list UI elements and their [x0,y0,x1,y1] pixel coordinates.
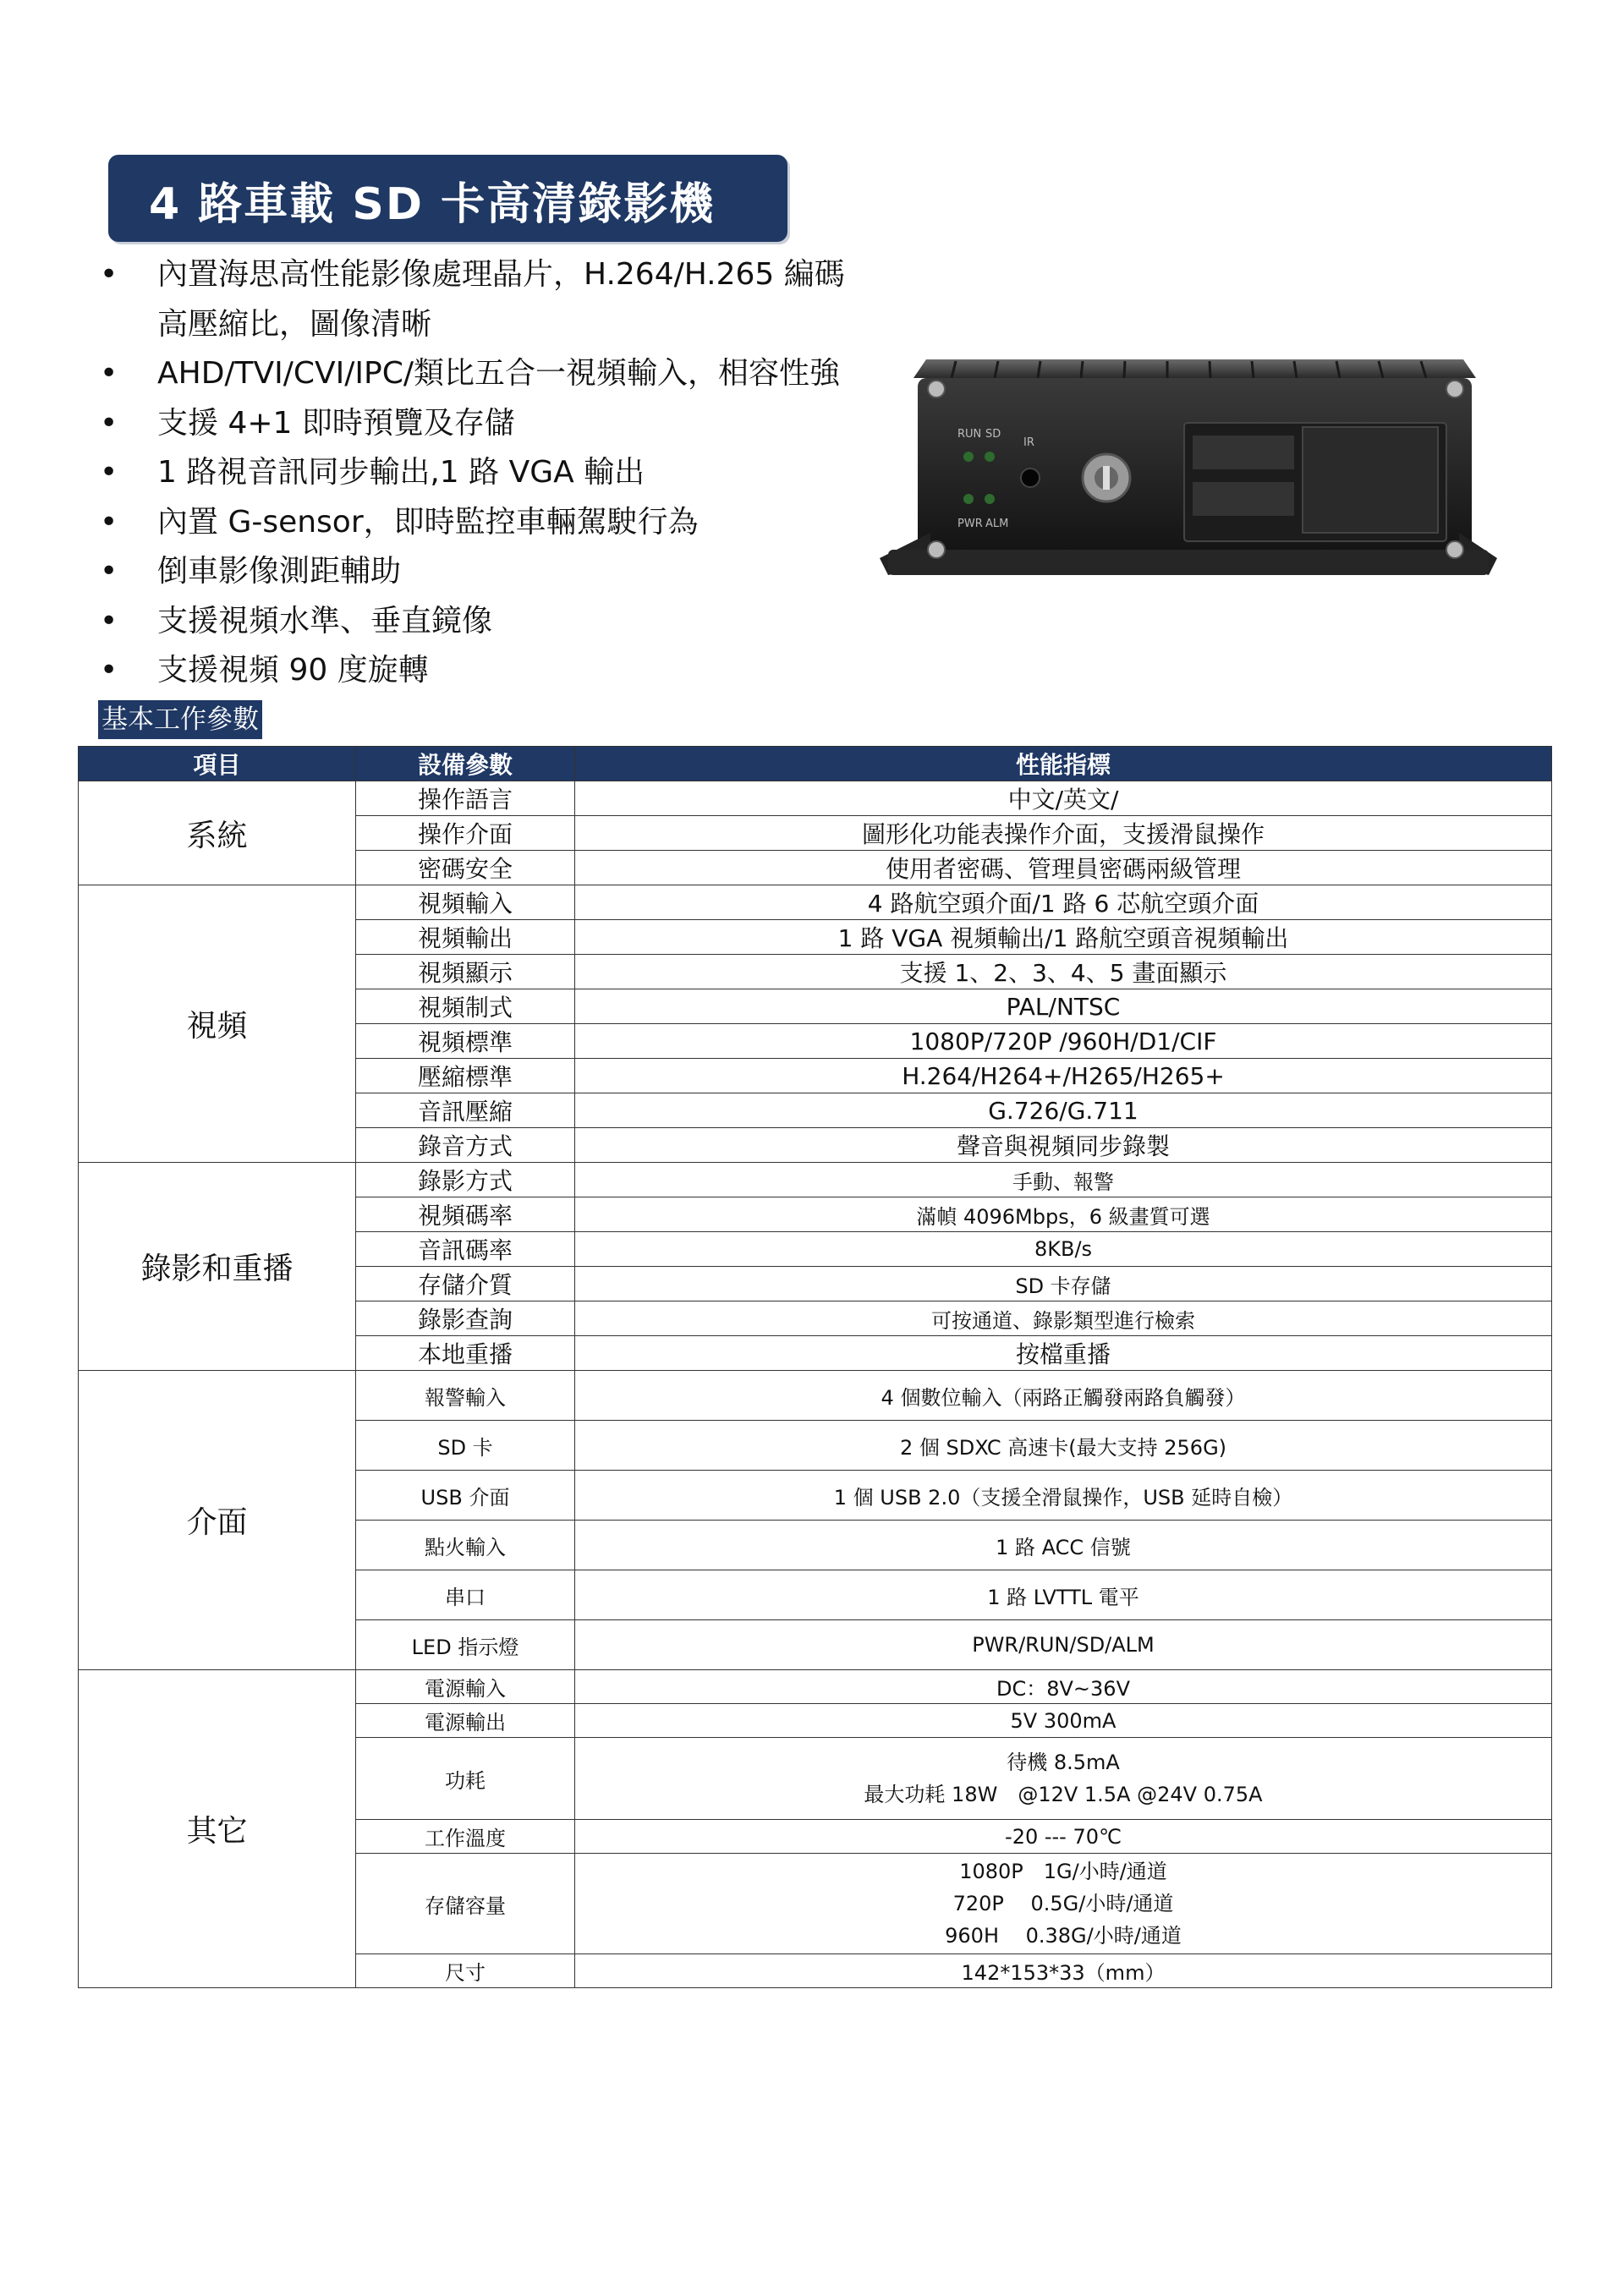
value-cell: 5V 300mA [575,1704,1552,1738]
value-cell: 中文/英文/ [575,781,1552,816]
section-heading: 基本工作參數 [98,700,262,739]
bullet: • [100,405,118,441]
bullet: • [100,257,118,292]
bullet: • [100,653,118,688]
param-cell: 錄影方式 [356,1163,575,1197]
device-photo [880,342,1497,588]
header-item: 項目 [79,747,356,781]
value-cell: 聲音與視頻同步錄製 [575,1128,1552,1163]
storage-line: 960H 0.38G/小時/通道 [945,1924,1182,1948]
value-cell: 4 路航空頭介面/1 路 6 芯航空頭介面 [575,885,1552,920]
value-cell: 4 個數位輸入（兩路正觸發兩路負觸發） [575,1371,1552,1421]
feature-item [93,498,905,548]
param-cell: 視頻標準 [356,1024,575,1059]
value-cell: 手動、報警 [575,1163,1552,1197]
category-video: 視頻 [79,885,356,1163]
feature-text: 支援視頻 90 度旋轉 [157,653,429,688]
feature-item [93,547,905,597]
value-cell: 按檔重播 [575,1336,1552,1371]
led-label-run: RUN [957,428,982,441]
param-cell: 報警輸入 [356,1371,575,1421]
value-cell [575,1738,1552,1820]
feature-text: AHD/TVI/CVI/IPC/類比五合一視頻輸入，相容性強 [157,356,841,391]
param-cell: 操作介面 [356,816,575,851]
feature-item [93,646,905,696]
param-cell: 工作溫度 [356,1820,575,1854]
param-cell: USB 介面 [356,1471,575,1521]
header-value: 性能指標 [575,747,1552,781]
value-cell: 支援 1、2、3、4、5 畫面顯示 [575,955,1552,989]
param-cell: 操作語言 [356,781,575,816]
feature-item [93,250,905,349]
feature-text: 內置 G-sensor，即時監控車輛駕駛行為 [157,504,699,540]
param-cell: 存儲容量 [356,1854,575,1954]
param-cell: 錄影查詢 [356,1301,575,1336]
table-row [79,1163,1552,1197]
value-cell: -20 --- 70℃ [575,1820,1552,1854]
led-label-pwr: PWR [957,518,983,530]
feature-list [93,250,905,696]
param-cell: 電源輸入 [356,1670,575,1704]
feature-item [93,349,905,399]
value-cell: PWR/RUN/SD/ALM [575,1620,1552,1670]
value-cell: 1080P/720P /960H/D1/CIF [575,1024,1552,1059]
param-cell: 電源輸出 [356,1704,575,1738]
param-cell: 功耗 [356,1738,575,1820]
param-cell: 視頻碼率 [356,1197,575,1232]
value-cell: 142*153*33（mm） [575,1954,1552,1988]
storage-line: 1080P 1G/小時/通道 [959,1860,1167,1883]
consumption-standby: 待機 8.5mA [1007,1751,1120,1774]
value-cell: 1 路 LVTTL 電平 [575,1570,1552,1620]
param-cell: 錄音方式 [356,1128,575,1163]
param-cell: SD 卡 [356,1421,575,1471]
param-cell: 本地重播 [356,1336,575,1371]
param-cell: 串口 [356,1570,575,1620]
param-cell: 音訊壓縮 [356,1093,575,1128]
value-cell: SD 卡存儲 [575,1267,1552,1301]
value-cell: PAL/NTSC [575,989,1552,1024]
ir-label: IR [1023,436,1034,449]
value-cell: 滿幀 4096Mbps，6 級畫質可選 [575,1197,1552,1232]
category-system: 系統 [79,781,356,885]
feature-text: 1 路視音訊同步輸出,1 路 VGA 輸出 [157,455,645,490]
feature-item [93,399,905,449]
category-record: 錄影和重播 [79,1163,356,1371]
feature-text: 支援 4+1 即時預覽及存儲 [157,405,515,441]
title-banner [108,155,787,242]
feature-text: 倒車影像測距輔助 [157,554,402,589]
table-row [79,1371,1552,1421]
page-title: 4 路車載 SD 卡高清錄影機 [149,179,716,230]
param-cell: 視頻輸出 [356,920,575,955]
param-cell: 點火輸入 [356,1521,575,1570]
param-cell: 存儲介質 [356,1267,575,1301]
feature-text: 內置海思高性能影像處理晶片，H.264/H.265 編碼 [157,257,845,292]
value-cell: 圖形化功能表操作介面，支援滑鼠操作 [575,816,1552,851]
feature-item [93,597,905,647]
value-cell: 使用者密碼、管理員密碼兩級管理 [575,851,1552,885]
param-cell: 視頻輸入 [356,885,575,920]
bullet: • [100,356,118,391]
param-cell: 壓縮標準 [356,1059,575,1093]
param-cell: LED 指示燈 [356,1620,575,1670]
category-other: 其它 [79,1670,356,1988]
category-interface: 介面 [79,1371,356,1670]
feature-item [93,448,905,498]
table-row [79,781,1552,816]
bullet: • [100,554,118,589]
value-cell: 8KB/s [575,1232,1552,1267]
led-label-alm: ALM [985,518,1009,530]
bullet: • [100,504,118,540]
param-cell: 密碼安全 [356,851,575,885]
value-cell: 1 路 ACC 信號 [575,1521,1552,1570]
value-cell: G.726/G.711 [575,1093,1552,1128]
param-cell: 視頻顯示 [356,955,575,989]
table-row [79,885,1552,920]
feature-text-continued: 高壓縮比，圖像清晰 [157,306,432,342]
value-cell: H.264/H264+/H265/H265+ [575,1059,1552,1093]
value-cell: 2 個 SDXC 高速卡(最大支持 256G) [575,1421,1552,1471]
value-cell: 可按通道、錄影類型進行檢索 [575,1301,1552,1336]
bullet: • [100,455,118,490]
feature-text: 支援視頻水準、垂直鏡像 [157,603,493,638]
bullet: • [100,603,118,638]
spec-table [78,746,1552,1988]
param-cell: 音訊碼率 [356,1232,575,1267]
value-cell [575,1854,1552,1954]
storage-line: 720P 0.5G/小時/通道 [952,1892,1174,1915]
value-cell: 1 個 USB 2.0（支援全滑鼠操作，USB 延時自檢） [575,1471,1552,1521]
led-label-sd: SD [985,428,1001,441]
table-row [79,1670,1552,1704]
value-cell: 1 路 VGA 視頻輸出/1 路航空頭音視頻輸出 [575,920,1552,955]
param-cell: 視頻制式 [356,989,575,1024]
consumption-max: 最大功耗 18W @12V 1.5A @24V 0.75A [864,1783,1263,1806]
value-cell: DC：8V~36V [575,1670,1552,1704]
param-cell: 尺寸 [356,1954,575,1988]
header-param: 設備參數 [356,747,575,781]
